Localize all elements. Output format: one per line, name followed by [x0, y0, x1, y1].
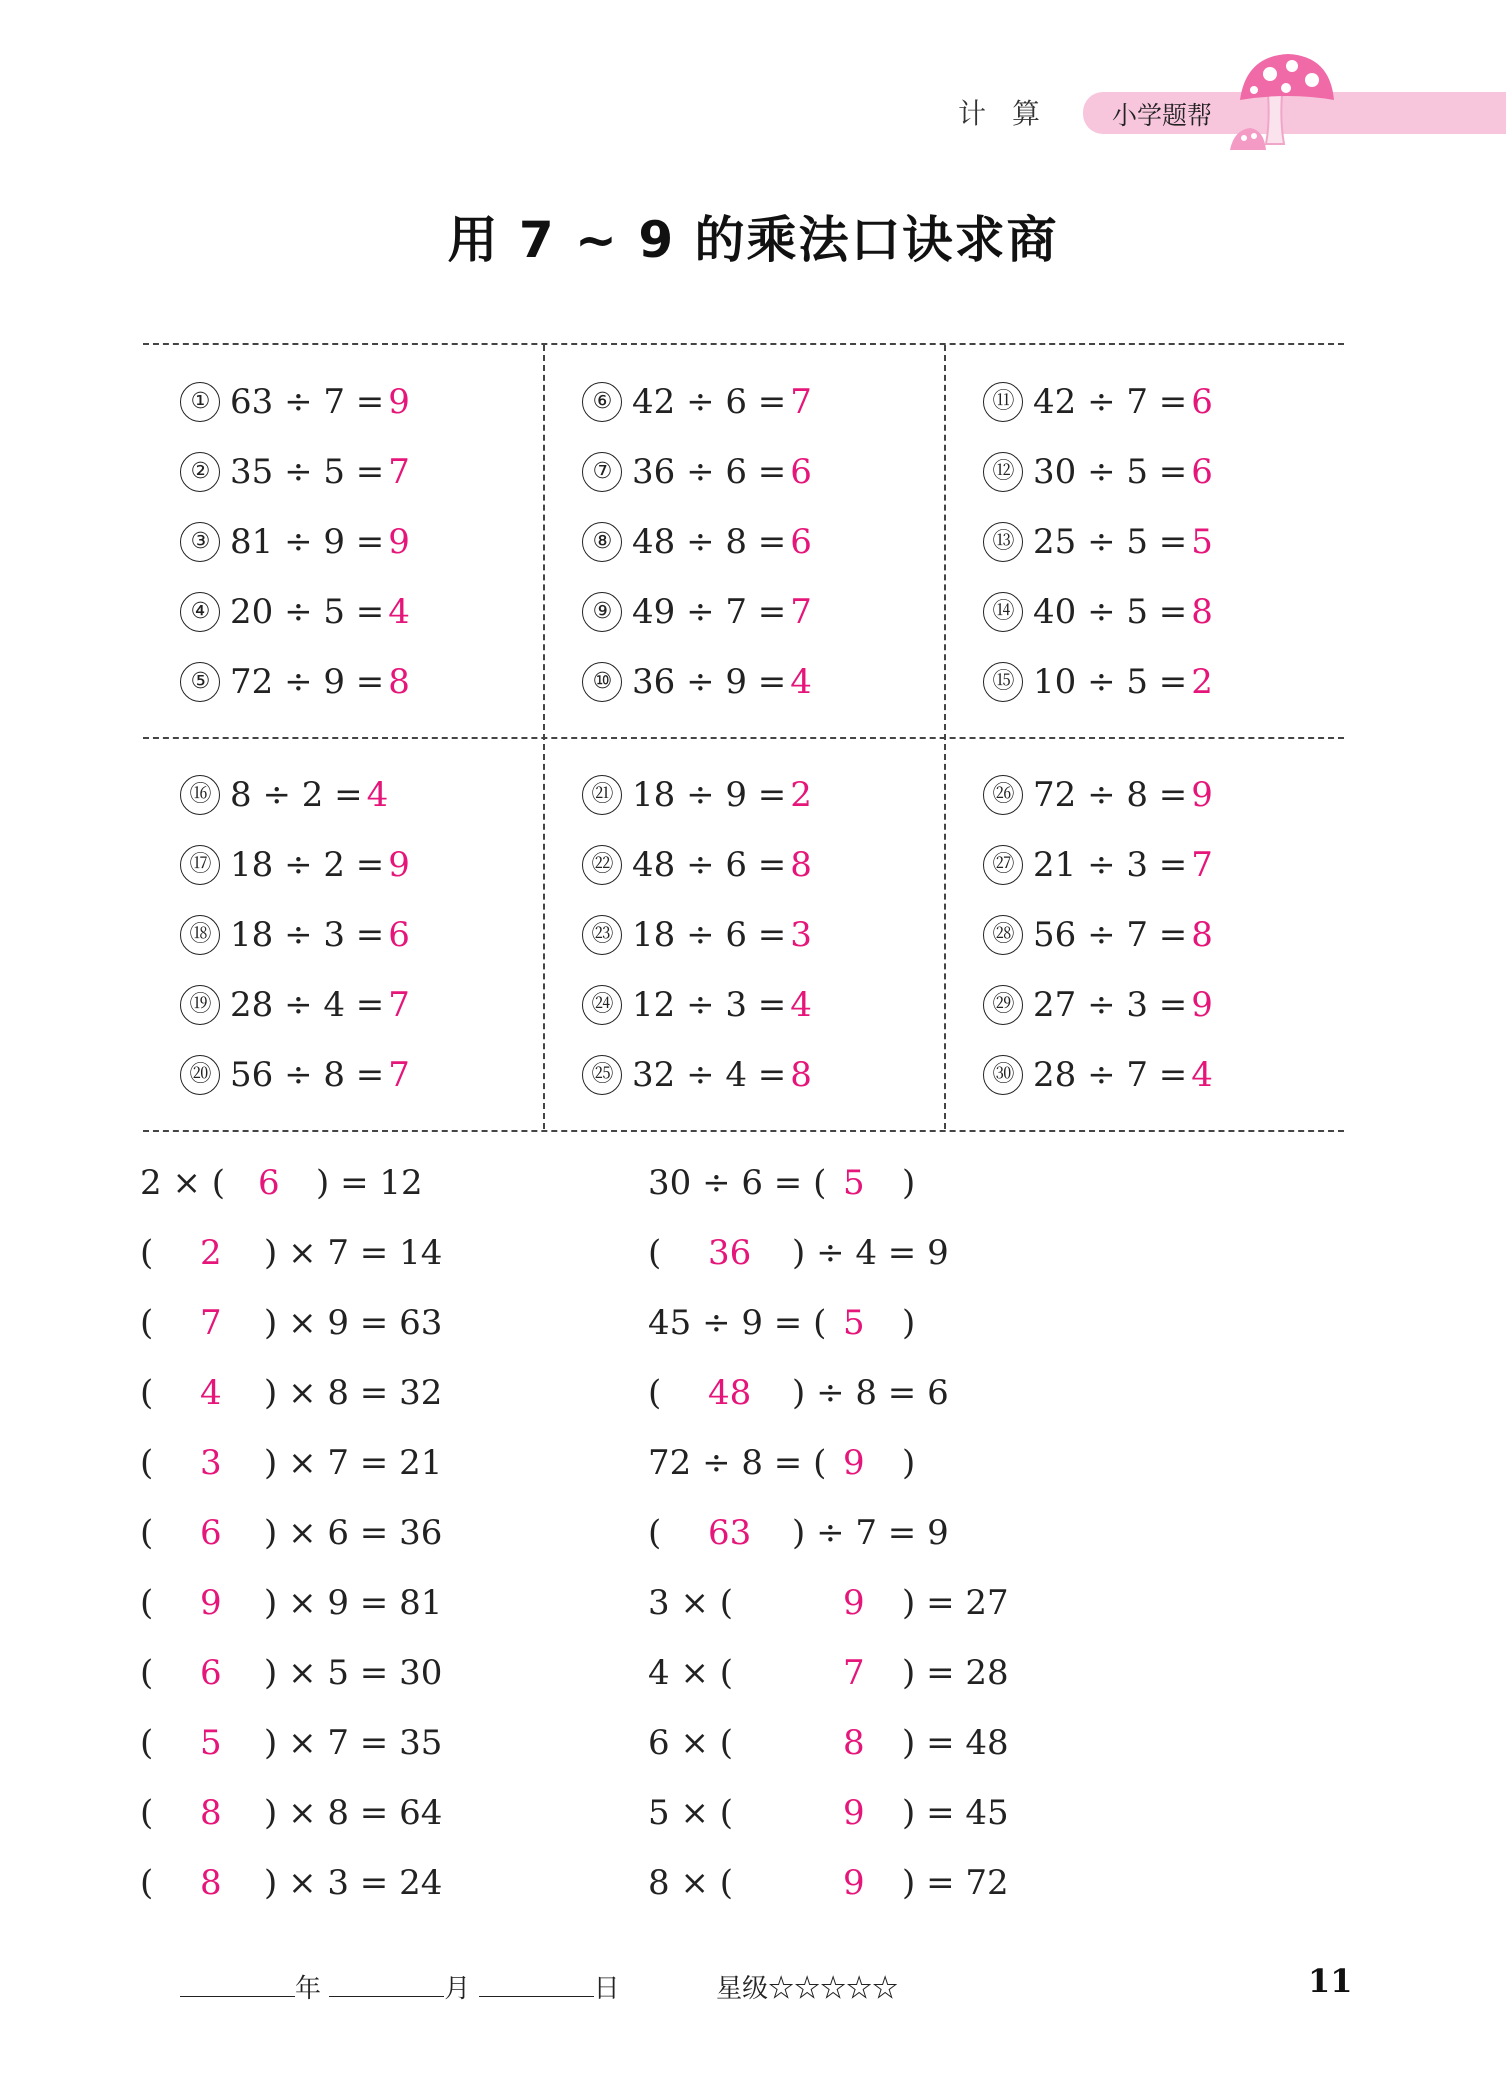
- problem-expression: 10 ÷ 5 =: [1033, 662, 1188, 702]
- problem-expression: 49 ÷ 7 =: [632, 592, 787, 632]
- rating-label: 星级: [716, 1974, 769, 2004]
- problem-item: [180, 840, 410, 886]
- problem-expression: 28 ÷ 7 =: [1033, 1055, 1188, 1095]
- problem-expression: 25 ÷ 5 =: [1033, 522, 1188, 562]
- problem-answer: 7: [790, 592, 812, 632]
- fill-suffix: ) = 28: [902, 1653, 1009, 1693]
- fill-suffix: ) = 45: [902, 1793, 1009, 1833]
- year-label: 年: [295, 1974, 322, 2004]
- problem-number: ㉚: [983, 1055, 1023, 1095]
- problem-item: [180, 377, 410, 423]
- year-blank: [180, 1974, 295, 1997]
- fill-prefix: (: [140, 1303, 154, 1343]
- fill-prefix: (: [140, 1513, 154, 1553]
- fill-suffix: ) = 48: [902, 1723, 1009, 1763]
- problem-number: ⑰: [180, 845, 220, 885]
- problem-expression: 12 ÷ 3 =: [632, 985, 787, 1025]
- problem-expression: 42 ÷ 7 =: [1033, 382, 1188, 422]
- problem-expression: 56 ÷ 7 =: [1033, 915, 1188, 955]
- problem-item: [983, 587, 1213, 633]
- fill-item: [140, 1580, 480, 1626]
- fill-item: [140, 1720, 480, 1766]
- fill-answer: 6: [258, 1163, 280, 1203]
- fill-answer: 6: [200, 1513, 222, 1553]
- problem-number: ②: [180, 452, 220, 492]
- fill-prefix: (: [140, 1373, 154, 1413]
- problem-answer: 4: [790, 985, 812, 1025]
- fill-prefix: (: [648, 1233, 662, 1273]
- problem-answer: 8: [1191, 915, 1213, 955]
- fill-suffix: ) = 12: [316, 1163, 423, 1203]
- problem-number: ④: [180, 592, 220, 632]
- fill-answer: 9: [843, 1443, 865, 1483]
- problem-expression: 35 ÷ 5 =: [230, 452, 385, 492]
- fill-suffix: ) ÷ 4 = 9: [792, 1233, 949, 1273]
- problem-answer: 8: [790, 1055, 812, 1095]
- problem-answer: 8: [388, 662, 410, 702]
- fill-answer: 63: [708, 1513, 752, 1553]
- problem-item: [582, 1050, 812, 1096]
- problem-item: [180, 910, 410, 956]
- fill-answer: 36: [708, 1233, 752, 1273]
- problem-item: [180, 587, 410, 633]
- problem-item: [180, 770, 388, 816]
- problem-expression: 36 ÷ 6 =: [632, 452, 787, 492]
- fill-prefix: 4 × (: [648, 1653, 733, 1693]
- problem-expression: 81 ÷ 9 =: [230, 522, 385, 562]
- rating-stars: ☆☆☆☆☆: [768, 1974, 899, 2004]
- fill-item: [648, 1720, 1009, 1766]
- fill-item: [648, 1230, 988, 1276]
- month-blank: [329, 1974, 444, 1997]
- problem-answer: 9: [388, 845, 410, 885]
- problem-number: ㉘: [983, 915, 1023, 955]
- problem-number: ⑥: [582, 382, 622, 422]
- problem-expression: 27 ÷ 3 =: [1033, 985, 1188, 1025]
- fill-answer: 5: [843, 1303, 865, 1343]
- problem-expression: 18 ÷ 2 =: [230, 845, 385, 885]
- fill-item: [648, 1580, 1009, 1626]
- problem-item: [983, 840, 1213, 886]
- fill-answer: 8: [200, 1863, 222, 1903]
- problem-expression: 63 ÷ 7 =: [230, 382, 385, 422]
- problem-item: [582, 657, 812, 703]
- fill-answer: 9: [843, 1793, 865, 1833]
- fill-prefix: (: [140, 1443, 154, 1483]
- problem-number: ⑮: [983, 662, 1023, 702]
- problem-item: [582, 910, 812, 956]
- fill-suffix: ) ÷ 8 = 6: [792, 1373, 949, 1413]
- mushroom-icon: [1230, 52, 1340, 152]
- problem-answer: 9: [388, 522, 410, 562]
- problem-expression: 18 ÷ 3 =: [230, 915, 385, 955]
- page-number: 11: [1308, 1962, 1353, 2000]
- fill-suffix: ) × 8 = 32: [264, 1373, 443, 1413]
- problem-answer: 9: [388, 382, 410, 422]
- fill-item: [140, 1160, 480, 1206]
- month-label: 月: [444, 1974, 471, 2004]
- fill-answer: 5: [843, 1163, 865, 1203]
- fill-suffix: ) ÷ 7 = 9: [792, 1513, 949, 1553]
- fill-item: [140, 1230, 480, 1276]
- fill-answer: 9: [843, 1583, 865, 1623]
- fill-suffix: ) × 8 = 64: [264, 1793, 443, 1833]
- fill-prefix: 72 ÷ 8 = (: [648, 1443, 827, 1483]
- problem-number: ⑤: [180, 662, 220, 702]
- problem-answer: 7: [388, 1055, 410, 1095]
- problem-answer: 4: [1191, 1055, 1213, 1095]
- problem-answer: 4: [366, 775, 389, 815]
- grid-divider-col2: [944, 345, 946, 1129]
- problem-expression: 48 ÷ 8 =: [632, 522, 787, 562]
- fill-prefix: (: [140, 1653, 154, 1693]
- problem-number: ⑧: [582, 522, 622, 562]
- fill-prefix: 45 ÷ 9 = (: [648, 1303, 827, 1343]
- fill-item: [648, 1860, 1009, 1906]
- fill-item: [140, 1300, 480, 1346]
- fill-item: [140, 1650, 480, 1696]
- problem-number: ⑪: [983, 382, 1023, 422]
- problem-number: ⑲: [180, 985, 220, 1025]
- fill-suffix: ): [902, 1303, 916, 1343]
- problem-number: ⑭: [983, 592, 1023, 632]
- problem-item: [180, 1050, 410, 1096]
- problem-answer: 9: [1191, 985, 1213, 1025]
- problem-expression: 56 ÷ 8 =: [230, 1055, 385, 1095]
- fill-answer: 9: [843, 1863, 865, 1903]
- grid-divider-top: [143, 343, 1344, 345]
- fill-item: [648, 1370, 988, 1416]
- problem-item: [582, 517, 812, 563]
- problem-answer: 7: [790, 382, 812, 422]
- fill-answer: 9: [200, 1583, 222, 1623]
- problem-answer: 6: [1191, 452, 1213, 492]
- problem-item: [983, 910, 1213, 956]
- problem-expression: 72 ÷ 8 =: [1033, 775, 1188, 815]
- problem-number: ㉑: [582, 775, 622, 815]
- problem-item: [180, 980, 410, 1026]
- problem-answer: 6: [1191, 382, 1213, 422]
- fill-answer: 2: [200, 1233, 222, 1273]
- fill-prefix: 2 × (: [140, 1163, 225, 1203]
- problem-item: [180, 517, 410, 563]
- problem-answer: 6: [388, 915, 410, 955]
- problem-item: [582, 770, 812, 816]
- problem-number: ⑳: [180, 1055, 220, 1095]
- grid-divider-col1: [543, 345, 545, 1129]
- problem-answer: 6: [790, 522, 812, 562]
- page-title: 用 7 ~ 9 的乘法口诀求商: [447, 211, 1059, 269]
- fill-answer: 7: [200, 1303, 222, 1343]
- fill-answer: 7: [843, 1653, 865, 1693]
- problem-number: ⑯: [180, 775, 220, 815]
- problem-number: ㉕: [582, 1055, 622, 1095]
- fill-item: [140, 1440, 480, 1486]
- problem-answer: 8: [1191, 592, 1213, 632]
- problem-expression: 36 ÷ 9 =: [632, 662, 787, 702]
- fill-prefix: (: [648, 1373, 662, 1413]
- problem-expression: 40 ÷ 5 =: [1033, 592, 1188, 632]
- fill-suffix: ): [902, 1443, 916, 1483]
- problem-answer: 2: [790, 775, 812, 815]
- problem-expression: 28 ÷ 4 =: [230, 985, 385, 1025]
- problem-item: [983, 657, 1213, 703]
- problem-number: ㉓: [582, 915, 622, 955]
- problem-number: ㉒: [582, 845, 622, 885]
- problem-number: ㉖: [983, 775, 1023, 815]
- problem-item: [582, 377, 812, 423]
- fill-answer: 6: [200, 1653, 222, 1693]
- problem-expression: 18 ÷ 6 =: [632, 915, 787, 955]
- problem-number: ㉗: [983, 845, 1023, 885]
- fill-item: [648, 1650, 1009, 1696]
- problem-answer: 8: [790, 845, 812, 885]
- grid-divider-bottom: [143, 1130, 1344, 1132]
- grid-divider-middle: [143, 737, 1344, 739]
- problem-expression: 42 ÷ 6 =: [632, 382, 787, 422]
- problem-answer: 7: [388, 452, 410, 492]
- problem-item: [983, 447, 1213, 493]
- problem-expression: 20 ÷ 5 =: [230, 592, 385, 632]
- fill-prefix: (: [648, 1513, 662, 1553]
- fill-suffix: ) × 5 = 30: [264, 1653, 443, 1693]
- problem-item: [180, 447, 410, 493]
- problem-item: [582, 980, 812, 1026]
- fill-suffix: ): [902, 1163, 916, 1203]
- problem-item: [180, 657, 410, 703]
- fill-prefix: (: [140, 1723, 154, 1763]
- fill-item: [648, 1440, 988, 1486]
- fill-prefix: 8 × (: [648, 1863, 733, 1903]
- day-blank: [479, 1974, 594, 1997]
- fill-prefix: (: [140, 1793, 154, 1833]
- problem-answer: 7: [388, 985, 410, 1025]
- problem-expression: 8 ÷ 2 =: [230, 775, 363, 815]
- problem-number: ⑦: [582, 452, 622, 492]
- problem-number: ⑩: [582, 662, 622, 702]
- problem-number: ⑫: [983, 452, 1023, 492]
- problem-item: [983, 377, 1213, 423]
- problem-answer: 6: [790, 452, 812, 492]
- day-label: 日: [593, 1974, 620, 2004]
- fill-suffix: ) × 3 = 24: [264, 1863, 443, 1903]
- fill-item: [648, 1300, 988, 1346]
- problem-number: ⑨: [582, 592, 622, 632]
- fill-suffix: ) × 7 = 21: [264, 1443, 443, 1483]
- fill-item: [140, 1510, 480, 1556]
- fill-prefix: 6 × (: [648, 1723, 733, 1763]
- fill-answer: 5: [200, 1723, 222, 1763]
- problem-item: [983, 517, 1213, 563]
- problem-answer: 5: [1191, 522, 1213, 562]
- fill-suffix: ) × 9 = 63: [264, 1303, 443, 1343]
- problem-item: [983, 980, 1213, 1026]
- fill-prefix: 3 × (: [648, 1583, 733, 1623]
- section-label: 计算: [958, 97, 1067, 130]
- problem-number: ③: [180, 522, 220, 562]
- fill-item: [140, 1790, 480, 1836]
- problem-expression: 30 ÷ 5 =: [1033, 452, 1188, 492]
- problem-item: [582, 840, 812, 886]
- fill-prefix: (: [140, 1233, 154, 1273]
- fill-answer: 8: [843, 1723, 865, 1763]
- problem-expression: 18 ÷ 9 =: [632, 775, 787, 815]
- fill-item: [140, 1370, 480, 1416]
- fill-suffix: ) × 6 = 36: [264, 1513, 443, 1553]
- brand-label: 小学题帮: [1112, 101, 1213, 130]
- fill-suffix: ) = 27: [902, 1583, 1009, 1623]
- fill-suffix: ) = 72: [902, 1863, 1009, 1903]
- fill-answer: 3: [200, 1443, 222, 1483]
- problem-number: ①: [180, 382, 220, 422]
- problem-number: ⑱: [180, 915, 220, 955]
- problem-number: ㉔: [582, 985, 622, 1025]
- problem-item: [983, 1050, 1213, 1096]
- problem-answer: 9: [1191, 775, 1213, 815]
- problem-answer: 2: [1191, 662, 1213, 702]
- fill-item: [648, 1790, 1009, 1836]
- problem-answer: 3: [790, 915, 812, 955]
- fill-prefix: 5 × (: [648, 1793, 733, 1833]
- problem-item: [582, 587, 812, 633]
- fill-item: [648, 1160, 988, 1206]
- fill-suffix: ) × 7 = 35: [264, 1723, 443, 1763]
- problem-number: ⑬: [983, 522, 1023, 562]
- fill-suffix: ) × 7 = 14: [264, 1233, 443, 1273]
- problem-expression: 72 ÷ 9 =: [230, 662, 385, 702]
- fill-answer: 8: [200, 1793, 222, 1833]
- fill-prefix: (: [140, 1863, 154, 1903]
- problem-answer: 7: [1191, 845, 1213, 885]
- problem-expression: 32 ÷ 4 =: [632, 1055, 787, 1095]
- problem-answer: 4: [388, 592, 410, 632]
- problem-item: [983, 770, 1213, 816]
- fill-prefix: (: [140, 1583, 154, 1623]
- fill-item: [648, 1510, 988, 1556]
- fill-prefix: 30 ÷ 6 = (: [648, 1163, 827, 1203]
- problem-item: [582, 447, 812, 493]
- problem-answer: 4: [790, 662, 812, 702]
- fill-suffix: ) × 9 = 81: [264, 1583, 443, 1623]
- footer-date-rating: [180, 1968, 898, 2005]
- problem-expression: 48 ÷ 6 =: [632, 845, 787, 885]
- problem-expression: 21 ÷ 3 =: [1033, 845, 1188, 885]
- fill-answer: 4: [200, 1373, 222, 1413]
- fill-answer: 48: [708, 1373, 752, 1413]
- fill-item: [140, 1860, 480, 1906]
- problem-number: ㉙: [983, 985, 1023, 1025]
